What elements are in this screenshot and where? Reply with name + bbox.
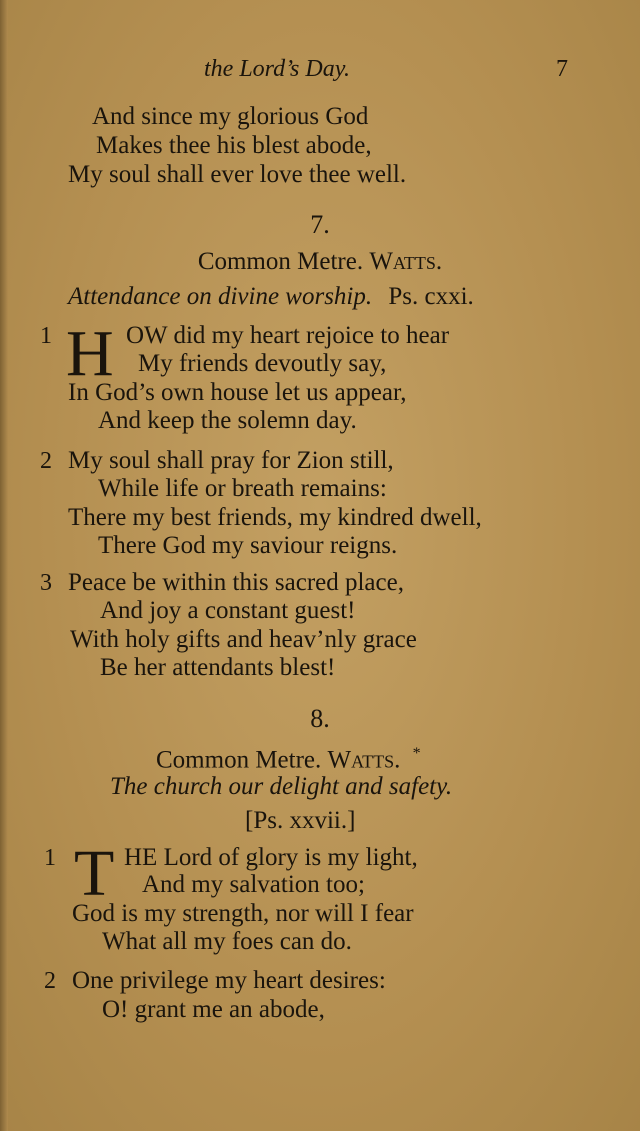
page-number: 7 [556,56,568,82]
hymn7-v1-line3: In God’s own house let us appear, [68,379,407,406]
hymn7-author: Watts. [369,248,443,275]
hymn7-v2-line4: There God my saviour reigns. [98,532,398,559]
hymn8-verse1-number: 1 [44,845,56,871]
page-edge [0,0,8,1131]
hymn8-v2-line1: One privilege my heart desires: [72,967,386,994]
continuation-line-1: And since my glorious God [92,103,369,130]
hymn7-v1-line4: And keep the solemn day. [98,407,357,434]
hymn8-metre [156,739,421,775]
hymn7-v3-line4: Be her attendants blest! [100,654,336,681]
hymn8-mark: * [412,745,421,762]
continuation-line-3: My soul shall ever love thee well. [68,161,407,188]
hymn7-v2-line3: There my best friends, my kindred dwell, [68,504,482,531]
hymn7-subject-line [68,282,474,312]
hymn7-psalm: Ps. cxxi. [388,283,474,310]
hymn8-v1-line1: HE Lord of glory is my light, [124,844,418,871]
hymn7-subject: Attendance on divine worship. [68,283,373,310]
hymn7-metre-text: Common Metre. [197,248,364,275]
running-title: the Lord’s Day. [204,56,351,82]
hymn7-v3-line2: And joy a constant guest! [100,597,356,624]
continuation-line-2: Makes thee his blest abode, [96,132,372,159]
hymn8-v1-line2: And my salvation too; [142,871,365,898]
hymn7-number: 7. [310,210,330,239]
hymn7-v2-line1: My soul shall pray for Zion still, [68,447,394,474]
hymn7-v2-line2: While life or breath remains: [98,475,387,502]
hymn7-v3-line1: Peace be within this sacred place, [68,569,404,596]
hymn7-v1-line2: My friends devoutly say, [138,350,387,377]
hymn7-v1-line1: OW did my heart rejoice to hear [126,322,450,349]
hymn8-subject: The church our delight and safety. [110,773,453,800]
hymn8-verse2-number: 2 [44,968,56,994]
hymn7-drop-cap: H [66,317,114,390]
hymn8-psalm: [Ps. xxvii.] [245,807,356,834]
hymn7-verse1-number: 1 [40,323,52,349]
hymn8-author: Watts. [327,746,401,774]
hymn8-metre-text: Common Metre. [156,746,322,774]
hymn8-number: 8. [310,704,330,733]
hymn8-v2-line2: O! grant me an abode, [102,996,325,1023]
hymn8-v1-line3: God is my strength, nor will I fear [72,900,414,927]
hymn7-metre [0,247,640,277]
hymn7-verse3-number: 3 [40,570,52,596]
hymn7-v3-line3: With holy gifts and heav’nly grace [70,626,417,653]
hymn7-verse2-number: 2 [40,448,52,474]
hymn8-drop-cap: T [74,837,115,910]
hymn8-v1-line4: What all my foes can do. [102,928,352,955]
